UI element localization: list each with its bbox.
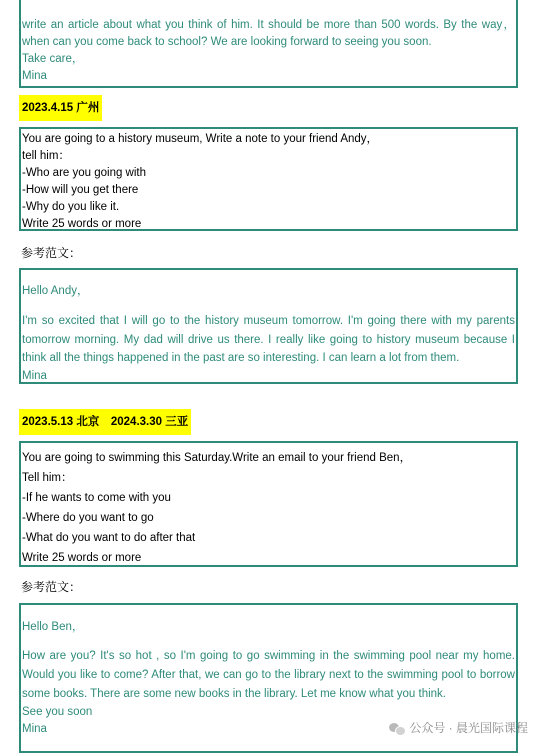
- prompt-line: -What do you want to do after that: [22, 532, 196, 544]
- prompt-line: You are going to swimming this Saturday.Write an email to your friend Ben，: [22, 452, 412, 464]
- intro-signature: Mina: [22, 70, 47, 82]
- section-1-sample-box: [19, 268, 518, 384]
- intro-paragraph: write an article about what you think of him. It should be more than 500 words. By the way， when can you come back to school? We are looking forward to seeing you soon.: [22, 19, 515, 48]
- sample-greeting: Hello Ben，: [22, 621, 84, 633]
- prompt-line: -If he wants to come with you: [22, 492, 171, 504]
- sample-signature: Mina: [22, 723, 47, 735]
- section-2-prompt-box: [19, 441, 518, 567]
- sample-body: I'm so excited that I will go to the history museum tomorrow. I'm going there with my parents tomorrow morning. My dad will drive us there. I really like going to history museum because I think all the things happened in the past are so interesting. I can learn a lot from them.: [22, 315, 515, 364]
- prompt-line: -Why do you like it.: [22, 201, 120, 213]
- sample-greeting: Hello Andy，: [22, 285, 89, 297]
- prompt-line: Tell him：: [22, 472, 73, 484]
- sample-body: How are you? It's so hot , so I'm going to go swimming in the swimming pool near my home. Would you like to come? After that, we can go to the library next to the swimming pool to borrow some books. There are some new books in the library. Let me know what you think.: [22, 650, 515, 700]
- watermark: [389, 719, 528, 736]
- prompt-line: You are going to a history museum, Write a note to your friend Andy，: [22, 133, 379, 145]
- prompt-line: -Who are you going with: [22, 167, 147, 179]
- prompt-line: Write 25 words or more: [22, 218, 142, 230]
- section-1-prompt-box: [19, 127, 518, 231]
- wechat-icon: [389, 721, 405, 735]
- section-1-date-tag: 2023.4.15 广州: [19, 95, 102, 121]
- intro-letter-box: [19, 0, 518, 88]
- prompt-line: -Where do you want to go: [22, 512, 154, 524]
- section-2-date-tag: 2023.5.13 北京 2024.3.30 三亚: [19, 409, 191, 435]
- intro-closing: Take care，: [22, 53, 84, 65]
- watermark-text: 公众号 · 晨光国际课程: [409, 721, 528, 735]
- sample-signature: Mina: [22, 369, 47, 382]
- section-2-sample-heading: 参考范文：: [21, 580, 82, 594]
- sample-closing: See you soon: [22, 706, 93, 718]
- section-1-sample-heading: 参考范文：: [21, 246, 82, 260]
- prompt-line: tell him：: [22, 150, 70, 162]
- prompt-line: -How will you get there: [22, 184, 139, 196]
- prompt-line: Write 25 words or more: [22, 552, 142, 564]
